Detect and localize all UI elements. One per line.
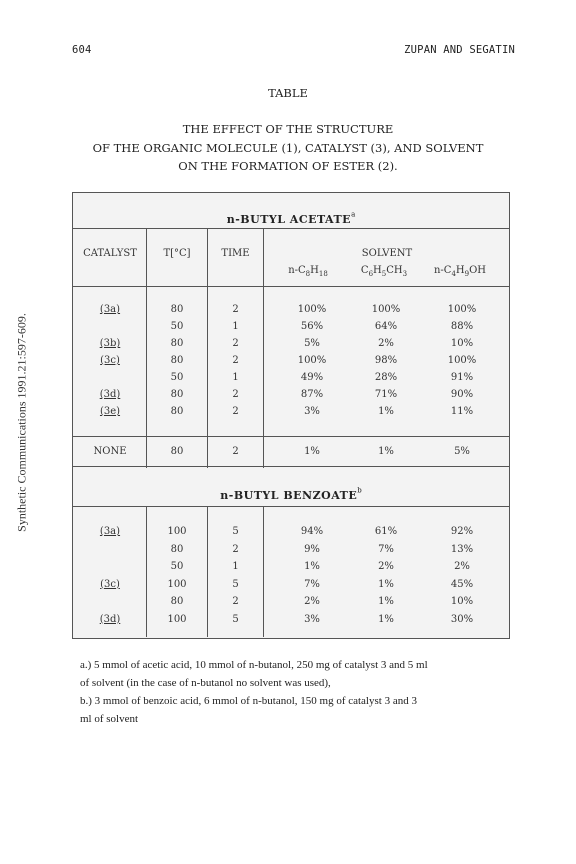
benzoate-cell-s2: 1% — [378, 578, 394, 590]
acetate-cell-s3: 10% — [450, 338, 474, 349]
acetate-cell-s2: 2% — [378, 338, 394, 349]
section-title-acetate: n-BUTYL ACETATE$^a$ — [226, 210, 356, 226]
benzoate-cell-time: 2 — [232, 543, 239, 555]
acetate-cell-temp: 50 — [170, 372, 184, 383]
acetate-cell-s2: 100% — [371, 304, 401, 315]
benzoate-cell-s3: 2% — [454, 561, 470, 572]
col-rule — [263, 228, 264, 468]
col-header-catalyst: CATALYST — [83, 248, 137, 259]
footnote-a-line-2: of solvent (in the case of n-butanol no solvent was used), — [80, 677, 331, 689]
section-title-benzoate: n-BUTYL BENZOATE$^b$ — [220, 486, 362, 502]
benzoate-cell-time: 5 — [232, 613, 239, 625]
footnote-b-line-1: b.) 3 mmol of benzoic acid, 6 mmol of n-butanol, 150 mg of catalyst 3 and 3 — [80, 695, 417, 707]
benzoate-cell-time: 5 — [232, 526, 239, 537]
acetate-cell-temp: 80 — [170, 406, 184, 417]
benzoate-cell-s1: 2% — [304, 596, 320, 607]
acetate-cell-s1: 5% — [304, 338, 320, 349]
benzoate-cell-s3: 30% — [450, 613, 474, 625]
table-label: TABLE — [268, 86, 308, 100]
acetate-cell-s1: 100% — [297, 304, 327, 315]
acetate-cell-s3: 91% — [450, 372, 474, 383]
col-rule — [263, 506, 264, 637]
acetate-cell-s3: 90% — [450, 389, 474, 400]
col-header-temp: T[°C] — [163, 248, 191, 259]
none-catalyst: NONE — [93, 446, 127, 457]
none-time: 2 — [232, 446, 239, 457]
benzoate-cell-s2: 1% — [378, 596, 394, 607]
acetate-cell-s1: 87% — [300, 389, 324, 400]
benzoate-cell-s1: 7% — [304, 578, 320, 590]
acetate-cell-time: 2 — [232, 304, 239, 315]
solvent-butanol: $n-C_4H_9OH$ — [433, 265, 487, 278]
solvent-toluene: $C_6H_5CH_3$ — [360, 265, 408, 278]
benzoate-cell-time: 2 — [232, 596, 239, 607]
acetate-cell-s3: 100% — [447, 355, 477, 366]
benzoate-cell-temp: 100 — [167, 578, 187, 590]
benzoate-cell-s1: 3% — [304, 613, 320, 625]
acetate-cell-temp: 80 — [170, 304, 184, 315]
benzoate-cell-s3: 10% — [450, 596, 474, 607]
acetate-cell-time: 2 — [232, 406, 239, 417]
acetate-cell-s1: 49% — [300, 372, 324, 383]
acetate-cell-catalyst: (3e) — [99, 406, 121, 417]
none-temp: 80 — [170, 446, 184, 457]
rule — [72, 286, 510, 287]
acetate-cell-catalyst: (3c) — [100, 355, 120, 366]
acetate-cell-s3: 11% — [450, 406, 474, 417]
benzoate-cell-s3: 92% — [450, 526, 474, 537]
benzoate-cell-time: 5 — [232, 578, 239, 590]
running-head: ZUPAN AND SEGATIN — [404, 44, 515, 56]
solvent-octane: $n-C_8H_{18}$ — [288, 265, 328, 278]
acetate-cell-temp: 80 — [170, 389, 184, 400]
side-citation: Synthetic Communications 1991.21:597-609. — [14, 313, 29, 532]
rule — [72, 228, 510, 229]
benzoate-cell-s1: 1% — [304, 561, 320, 572]
acetate-cell-s1: 3% — [304, 406, 320, 417]
caption-line-2: OF THE ORGANIC MOLECULE (1), CATALYST (3), AND SOLVENT — [92, 141, 484, 155]
acetate-cell-catalyst: (3d) — [99, 389, 121, 400]
acetate-cell-s3: 100% — [447, 304, 477, 315]
acetate-cell-time: 1 — [232, 321, 239, 332]
acetate-cell-time: 2 — [232, 389, 239, 400]
rule — [72, 436, 510, 437]
benzoate-cell-temp: 100 — [167, 613, 187, 625]
acetate-cell-time: 2 — [232, 338, 239, 349]
footnote-a-line-1: a.) 5 mmol of acetic acid, 10 mmol of n-butanol, 250 mg of catalyst 3 and 5 ml — [80, 659, 428, 671]
acetate-cell-s1: 100% — [297, 355, 327, 366]
rule — [72, 506, 510, 507]
acetate-cell-catalyst: (3a) — [99, 304, 121, 315]
benzoate-cell-s2: 61% — [374, 526, 398, 537]
acetate-cell-temp: 50 — [170, 321, 184, 332]
benzoate-cell-s3: 13% — [450, 543, 474, 555]
acetate-cell-temp: 80 — [170, 338, 184, 349]
acetate-cell-time: 1 — [232, 372, 239, 383]
acetate-cell-s3: 88% — [450, 321, 474, 332]
page-number: 604 — [72, 44, 92, 56]
benzoate-cell-temp: 50 — [170, 561, 184, 572]
benzoate-cell-s2: 1% — [378, 613, 394, 625]
benzoate-cell-temp: 80 — [170, 596, 184, 607]
benzoate-cell-catalyst: (3d) — [99, 613, 121, 625]
none-s1: 1% — [304, 446, 320, 457]
benzoate-cell-temp: 100 — [167, 526, 187, 537]
acetate-cell-time: 2 — [232, 355, 239, 366]
caption-line-1: THE EFFECT OF THE STRUCTURE — [182, 122, 394, 136]
benzoate-cell-s1: 9% — [304, 543, 320, 555]
benzoate-cell-s1: 94% — [300, 526, 324, 537]
none-s3: 5% — [454, 446, 470, 457]
col-header-solvent: SOLVENT — [361, 248, 413, 259]
acetate-cell-catalyst: (3b) — [99, 338, 121, 349]
benzoate-cell-s3: 45% — [450, 578, 474, 590]
acetate-cell-s2: 98% — [374, 355, 398, 366]
benzoate-cell-s2: 7% — [378, 543, 394, 555]
acetate-cell-s2: 71% — [374, 389, 398, 400]
footnote-b-line-2: ml of solvent — [80, 713, 139, 725]
benzoate-cell-catalyst: (3a) — [99, 526, 121, 537]
acetate-cell-s2: 28% — [374, 372, 398, 383]
col-header-time: TIME — [221, 248, 250, 259]
acetate-cell-temp: 80 — [170, 355, 184, 366]
acetate-cell-s2: 1% — [378, 406, 394, 417]
none-s2: 1% — [378, 446, 394, 457]
acetate-cell-s1: 56% — [300, 321, 324, 332]
rule — [72, 466, 510, 467]
benzoate-cell-s2: 2% — [378, 561, 394, 572]
acetate-cell-s2: 64% — [374, 321, 398, 332]
benzoate-cell-temp: 80 — [170, 543, 184, 555]
caption-line-3: ON THE FORMATION OF ESTER (2). — [178, 159, 398, 173]
benzoate-cell-time: 1 — [232, 561, 239, 572]
benzoate-cell-catalyst: (3c) — [100, 578, 120, 590]
